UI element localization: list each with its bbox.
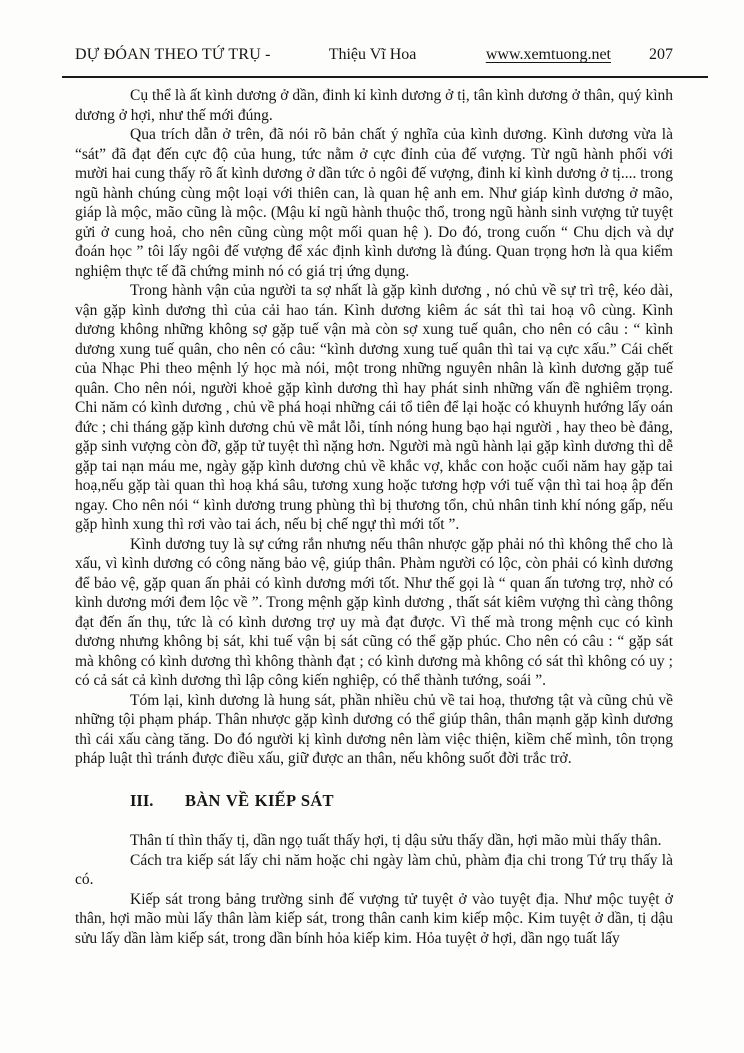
section-paragraph-1: Thân tí thìn thấy tị, dần ngọ tuất thấy hợi, tị dậu sửu thấy dần, hợi mão mùi thấy thân. xyxy=(130,832,662,849)
paragraph-3: Trong hành vận của người ta sợ nhất là gặp kình dương , nó chủ về sự trì trệ, kéo dài, vận gặp kình dương thì của cải hao tán. Kình dương kiêm ác sát thì tai hoạ vô cùng. Kình dương không những không sợ gặp tuế vận mà còn sợ xung tuế quân, cho nên có câu : “ kình dương xung tuế quân, cho nên có câu: “kình dương xung tuế quân thì tai vạ cực xấu.” Cái chết của Nhạc Phi theo mệnh lý học mà nói, một trong những nguyên nhân là kình dương gặp tuế quân. Cho nên nói, người khoẻ gặp kình dương thì hay phát sinh những vấn đề nghiêm trọng. Chi năm có kình dương , chủ về phá hoại những cái tổ tiên để lại hoặc có khuynh hướng lấy oán đức ; chi tháng gặp kình dương chủ về mắt lỗi, tính nóng hung bạo hại người , hay theo bè đảng, gặp sinh vượng còn đỡ, gặp tử tuyệt thì nặng hơn. Người mà ngũ hành lại gặp kình dương thì dễ gặp tai nạn máu me, ngày gặp kình dương chủ về khắc vợ, khắc con hoặc cuối năm hay gặp tai hoạ,nếu gặp tài quan thì hoạ khá sâu, tương xung hoặc tương hợp với tuế vận thì tai hoạ ập đến ngay. Cho nên nói “ kình dương trung phùng thì bị thương tổn, chủ nhân tinh khí nóng gấp, nếu gặp hình xung thì rơi vào tai ách, nếu bị chế ngự thì mới tốt ”. xyxy=(75,282,673,533)
paragraph-5: Tóm lại, kình dương là hung sát, phần nhiều chủ về tai hoạ, thương tật và cũng chủ về những tội phạm pháp. Thân nhược gặp kình dương có thể giúp thân, thân mạnh gặp kình dương thì cái xấu càng tăng. Do đó người kị kình dương nên làm việc thiện, kiềm chế mình, tôn trọng pháp luật thì tránh được điều xấu, giữ được an thân, nếu không suốt đời trắc trở. xyxy=(75,691,673,767)
section-number: III. xyxy=(130,790,154,810)
book-title: DỰ ĐÓAN THEO TỨ TRỤ - xyxy=(75,46,271,63)
page-number: 207 xyxy=(649,46,673,63)
author-name: Thiệu Vĩ Hoa xyxy=(328,46,417,63)
page-body xyxy=(0,86,744,948)
page-header xyxy=(0,0,744,64)
section-title: BÀN VỀ KIẾP SÁT xyxy=(185,790,334,810)
section-paragraph-2: Cách tra kiếp sát lấy chi năm hoặc chi ngày làm chủ, phàm địa chi trong Tứ trụ thấy là có. xyxy=(75,851,673,888)
website-link[interactable]: www.xemtuong.net xyxy=(485,46,611,63)
paragraph-4: Kình dương tuy là sự cứng rắn nhưng nếu thân nhược gặp phải nó thì không thể cho là xấu, vì kình dương có công năng bảo vệ, giúp thân. Phàm người có lộc, còn phải có kình dương để bảo vệ, gặp quan ấn phải có kình dương mới tốt. Như thế gọi là “ quan ấn tương trợ, nhờ có kình dương mới đem lộc về ”. Trong mệnh gặp kình dương , thất sát kiêm vượng thì càng thông đạt đến ấn thụ, tức là có kình dương trợ uy mà đạt được. Vì thế mà trong mệnh cục có kình dương nhưng không bị sát, khi tuế vận bị sát cũng có thể gặp phúc. Cho nên có câu : “ gặp sát mà không có kình dương thì không thành đạt ; có kình dương mà không có sát thì không có uy ; có cả sát cả kình dương thì lập công kiến nghiệp, có thể thành tướng, soái ”. xyxy=(75,535,673,689)
paragraph-2: Qua trích dẫn ở trên, đã nói rõ bản chất ý nghĩa của kình dương. Kình dương vừa là “sát” đã đạt đến cực độ của hung, tức nằm ở cực đỉnh của đế vượng. Từ ngũ hành phối với mười hai cung thấy rõ ất kình dương ở dần tức ỏ ngôi đế vượng, đinh kỉ kình dương ở tị.... trong ngũ hành chúng cùng một loại với thiên can, là quan hệ anh em. Như giáp kình dương ở mão, giáp là mộc, mão cũng là mộc. (Mậu kỉ ngũ hành thuộc thổ, trong ngũ hành sinh vượng tử tuyệt gửi ở cung hoả, cho nên cũng cùng một mối quan hệ ). Do đó, trong cuốn “ Chu dịch và dự đoán học ” tôi lấy ngôi đế vượng để xác định kình dương là đúng. Quan trọng hơn là qua kiểm nghiệm thực tế đã chứng minh nó có giá trị ứng dụng. xyxy=(75,126,673,280)
paragraph-1: Cụ thể là ất kình dương ở dần, đinh kỉ kình dương ở tị, tân kình dương ở thân, quý kình dương ở hợi, như thế mới đúng. xyxy=(75,87,673,124)
section-heading xyxy=(75,791,673,811)
header-divider xyxy=(62,76,708,78)
section-paragraph-3: Kiếp sát trong bảng trường sinh đế vượng tử tuyệt ở vào tuyệt địa. Như mộc tuyệt ở thân, hợi mão mùi lấy thân làm kiếp sát, trong thân canh kim kiếp mộc. Kim tuyệt ở dần, tị dậu sửu lấy dần làm kiếp sát, trong dần bính hỏa kiếp kim. Hỏa tuyệt ở hợi, dần ngọ tuất lấy xyxy=(75,890,673,947)
